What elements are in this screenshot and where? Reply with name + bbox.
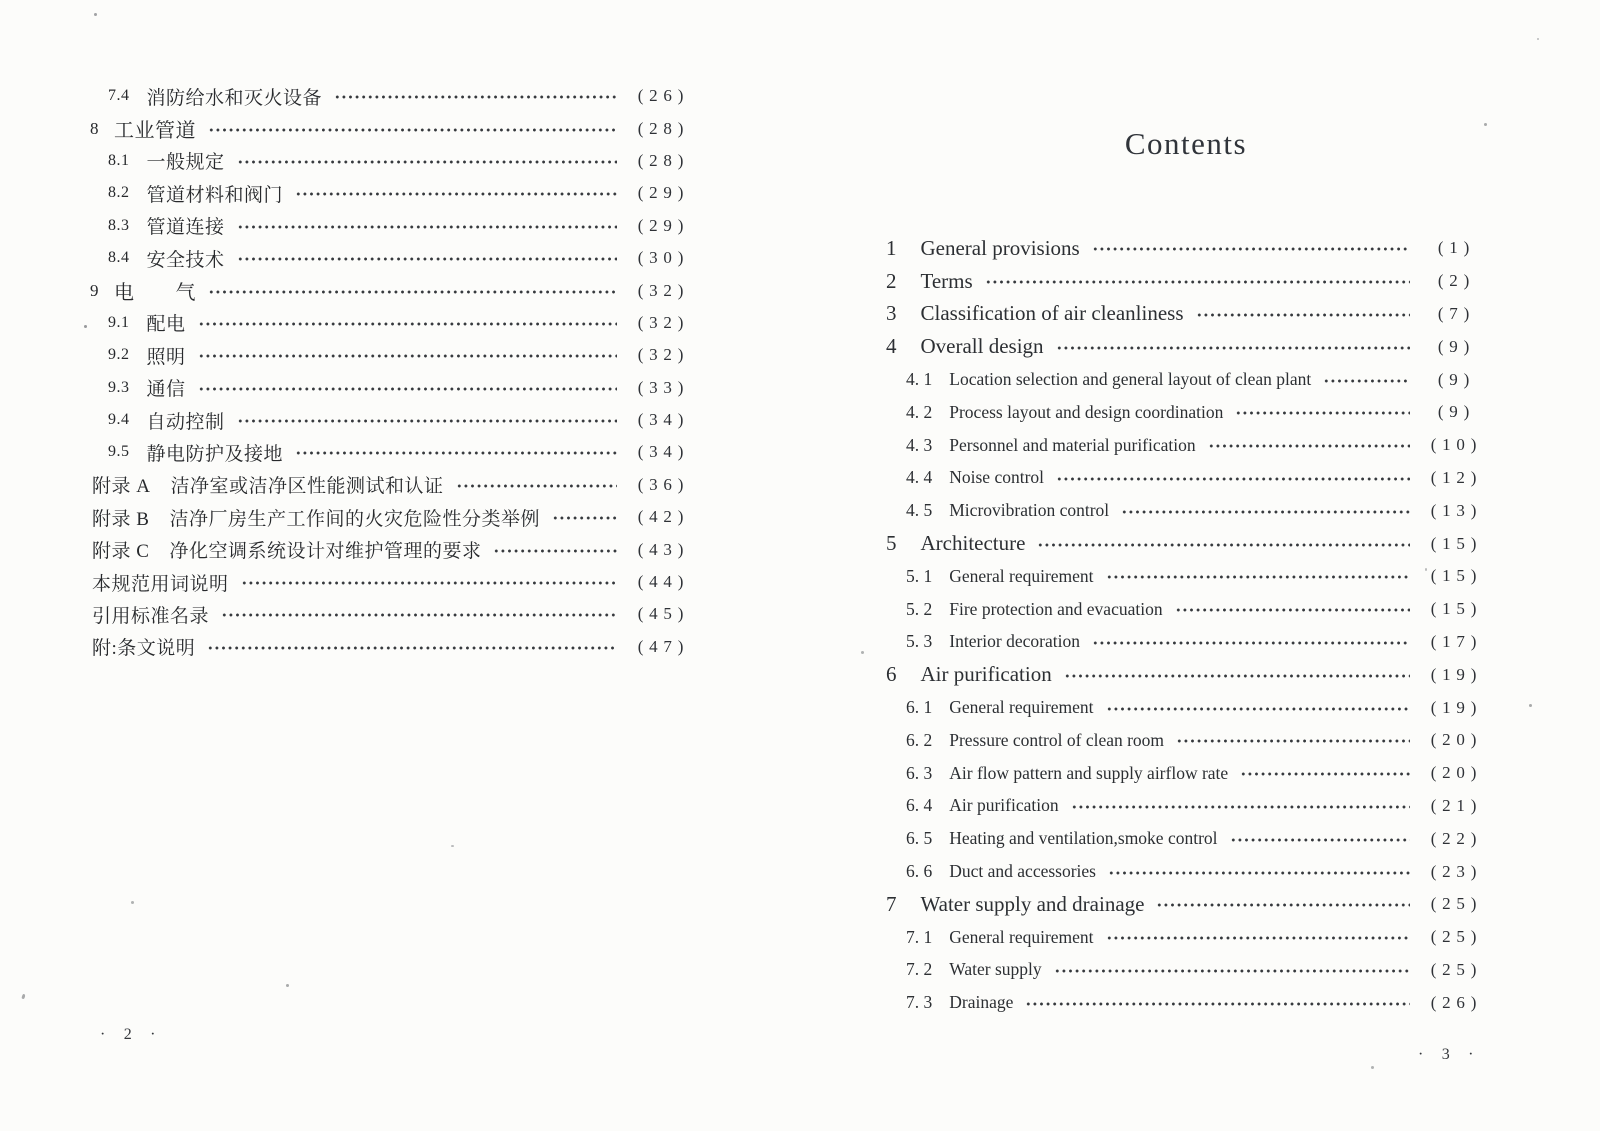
toc-entry-title: General requirement (949, 926, 1094, 947)
toc-entry-page-number: (32) (637, 280, 690, 300)
toc-entry-number: 7. 1 (906, 926, 933, 947)
toc-entry-page-number: (7) (1437, 303, 1476, 323)
toc-entry-title: General provisions (920, 235, 1080, 260)
toc-entry-number: 9 (90, 280, 99, 300)
scan-speck (286, 984, 289, 987)
toc-entry-title: Fire protection and evacuation (949, 598, 1163, 619)
left-toc-list (85, 80, 699, 663)
toc-entry (880, 921, 1492, 954)
toc-entry-page-number: (15) (1430, 566, 1483, 586)
dot-leader (207, 642, 617, 654)
scan-speck (861, 651, 864, 654)
toc-entry-number: 6. 2 (906, 729, 933, 750)
toc-entry-page-number: (9) (1437, 369, 1476, 389)
toc-entry-number: 8.4 (108, 249, 130, 267)
right-page-english-toc (880, 126, 1492, 1019)
toc-entry (880, 855, 1492, 888)
toc-entry-title: Air purification (949, 795, 1059, 816)
dot-leader (1092, 243, 1410, 255)
toc-entry-title: 配电 (146, 314, 186, 336)
dot-leader (208, 124, 617, 136)
dot-leader (295, 188, 617, 200)
right-toc-list (880, 232, 1492, 1019)
dot-leader (456, 480, 618, 492)
scan-speck (1371, 1066, 1374, 1069)
toc-entry (85, 307, 699, 339)
dot-leader (1156, 899, 1410, 911)
dot-leader (1071, 801, 1410, 813)
dot-leader (1175, 604, 1410, 616)
toc-entry-title: 照明 (146, 346, 186, 368)
toc-entry-title: 引用标准名录 (92, 605, 210, 627)
dot-leader (1064, 670, 1410, 682)
toc-entry-page-number: (17) (1430, 631, 1483, 651)
toc-entry-number: 5. 3 (906, 631, 933, 652)
toc-entry (85, 210, 699, 242)
toc-entry-page-number: (15) (1430, 599, 1483, 619)
toc-entry-number: 4 (886, 334, 897, 359)
toc-entry-page-number: (9) (1437, 336, 1476, 356)
dot-leader (295, 447, 617, 459)
toc-entry-number: 7. 2 (906, 959, 933, 980)
toc-entry-page-number: (33) (637, 377, 690, 397)
toc-entry-number: 4. 5 (906, 500, 933, 521)
dot-leader (1025, 998, 1410, 1010)
toc-entry-page-number: (25) (1430, 959, 1483, 979)
dot-leader (1235, 407, 1410, 419)
toc-entry (880, 363, 1492, 396)
toc-entry-page-number: (43) (637, 539, 690, 559)
toc-entry-number: 5. 2 (906, 598, 933, 619)
scan-speck (451, 845, 454, 847)
toc-entry (880, 888, 1492, 921)
toc-entry-number: 9.4 (108, 411, 130, 429)
toc-entry-title: 一般规定 (146, 152, 225, 174)
toc-entry-page-number: (30) (637, 248, 690, 268)
dot-leader (1196, 309, 1410, 321)
toc-entry-title: 工业管道 (114, 120, 196, 143)
toc-entry (85, 372, 699, 404)
toc-entry-title: Microvibration control (949, 500, 1110, 521)
toc-entry-number: 3 (886, 301, 897, 326)
toc-entry-title: Air purification (920, 662, 1052, 687)
toc-entry (880, 527, 1492, 560)
toc-entry (85, 436, 699, 468)
toc-entry-page-number: (25) (1430, 894, 1483, 914)
toc-entry-number: 4. 4 (906, 467, 933, 488)
toc-entry-title: 消防给水和灭火设备 (146, 87, 323, 109)
toc-entry-title: Heating and ventilation,smoke control (949, 828, 1218, 849)
dot-leader (334, 91, 617, 103)
toc-entry (85, 404, 699, 436)
scan-speck (131, 901, 134, 904)
toc-entry (880, 593, 1492, 626)
dot-leader (1208, 440, 1410, 452)
toc-entry-title: Overall design (920, 334, 1044, 359)
toc-entry-title: 安全技术 (146, 249, 225, 271)
dot-leader (552, 512, 617, 524)
toc-entry-page-number: (34) (637, 442, 690, 462)
toc-entry-title: 净化空调系统设计对维护管理的要求 (169, 541, 482, 563)
toc-entry-title: Duct and accessories (949, 861, 1096, 882)
toc-entry-page-number: (19) (1430, 664, 1483, 684)
toc-entry-title: Process layout and design coordination (949, 401, 1224, 422)
dot-leader (1106, 571, 1410, 583)
dot-leader (493, 545, 617, 557)
dot-leader (1230, 834, 1410, 846)
toc-entry-title: Water supply (949, 959, 1042, 980)
left-page-chinese-toc (85, 80, 699, 663)
toc-entry-page-number: (26) (1430, 992, 1483, 1012)
toc-entry (85, 274, 699, 306)
toc-entry-page-number: (29) (637, 183, 690, 203)
toc-entry-title: Architecture (920, 531, 1026, 556)
toc-entry (880, 757, 1492, 790)
toc-entry-number: 9.1 (108, 313, 130, 331)
dot-leader (1323, 375, 1410, 387)
dot-leader (1106, 703, 1410, 715)
toc-entry-title: General requirement (949, 697, 1094, 718)
toc-entry-title: 本规范用词说明 (92, 573, 229, 595)
scan-speck (84, 325, 87, 328)
toc-entry-page-number: (23) (1430, 861, 1483, 881)
toc-entry-page-number: (34) (637, 410, 690, 430)
toc-entry-number: 6. 1 (906, 697, 933, 718)
toc-entry (85, 339, 699, 371)
toc-entry (880, 330, 1492, 363)
dot-leader (237, 221, 617, 233)
dot-leader (1240, 768, 1410, 780)
toc-entry-page-number: (2) (1437, 271, 1476, 291)
toc-entry-number: 附录 A (92, 476, 151, 498)
toc-entry (85, 112, 699, 144)
toc-entry-page-number: (1) (1437, 238, 1476, 258)
toc-entry-number: 8.2 (108, 184, 130, 202)
toc-entry-page-number: (19) (1430, 697, 1483, 717)
toc-entry-number: 9.3 (108, 378, 130, 396)
toc-entry (85, 145, 699, 177)
scan-speck (1425, 568, 1427, 571)
toc-entry (880, 658, 1492, 691)
toc-entry-title: Water supply and drainage (920, 891, 1145, 916)
dot-leader (208, 286, 617, 298)
toc-entry (880, 429, 1492, 462)
toc-entry-number: 9.5 (108, 443, 130, 461)
toc-entry-number: 4. 2 (906, 401, 933, 422)
dot-leader (221, 609, 617, 621)
dot-leader (237, 156, 617, 168)
toc-entry-number: 6. 5 (906, 828, 933, 849)
toc-entry-title: 洁净室或洁净区性能测试和认证 (170, 476, 444, 498)
toc-entry-page-number: (20) (1430, 730, 1483, 750)
dot-leader (1106, 932, 1410, 944)
toc-entry (880, 790, 1492, 823)
toc-entry-number: 8 (90, 118, 99, 138)
dot-leader (1056, 342, 1410, 354)
toc-entry-number: 6. 6 (906, 861, 933, 882)
toc-entry (880, 724, 1492, 757)
toc-entry-number: 8.3 (108, 216, 130, 234)
dot-leader (1121, 506, 1410, 518)
toc-entry-number: 9.2 (108, 346, 130, 364)
left-folio-page-number: · 2 · (100, 1026, 163, 1043)
toc-entry-page-number: (20) (1430, 763, 1483, 783)
toc-entry-title: 洁净厂房生产工作间的火灾危险性分类举例 (169, 508, 540, 530)
toc-entry-page-number: (45) (637, 604, 690, 624)
toc-entry-page-number: (26) (637, 86, 690, 106)
toc-entry (880, 626, 1492, 659)
toc-entry-page-number: (22) (1430, 828, 1483, 848)
dot-leader (1054, 965, 1410, 977)
toc-entry-number: 2 (886, 268, 897, 293)
toc-entry-title: Pressure control of clean room (949, 729, 1165, 750)
toc-entry-title: Drainage (949, 992, 1014, 1013)
toc-entry (85, 177, 699, 209)
toc-entry-title: Interior decoration (949, 631, 1080, 652)
scan-speck (1537, 38, 1539, 40)
toc-entry-page-number: (10) (1430, 435, 1483, 455)
toc-entry (880, 298, 1492, 331)
toc-entry-title: 电 气 (114, 282, 196, 305)
toc-entry-page-number: (25) (1430, 927, 1483, 947)
toc-entry (85, 501, 699, 533)
toc-entry (85, 566, 699, 598)
toc-entry (85, 598, 699, 630)
toc-entry-title: 管道材料和阀门 (146, 184, 284, 206)
dot-leader (198, 350, 617, 362)
toc-entry-page-number: (28) (637, 150, 690, 170)
dot-leader (1176, 735, 1410, 747)
toc-entry (880, 560, 1492, 593)
toc-entry-page-number: (28) (637, 118, 690, 138)
toc-entry-page-number: (9) (1437, 402, 1476, 422)
dot-leader (1037, 539, 1410, 551)
toc-entry-page-number: (32) (637, 345, 690, 365)
toc-entry (880, 265, 1492, 298)
toc-entry (85, 533, 699, 565)
toc-entry-number: 1 (886, 235, 897, 260)
toc-entry-title: 附:条文说明 (92, 638, 196, 660)
toc-entry (85, 242, 699, 274)
toc-entry (85, 631, 699, 663)
toc-entry-page-number: (32) (637, 312, 690, 332)
right-folio-page-number: · 3 · (1418, 1046, 1481, 1063)
scan-speck (94, 13, 97, 16)
scan-speck (1484, 123, 1487, 126)
toc-entry-page-number: (44) (637, 572, 690, 592)
toc-entry-title: 自动控制 (146, 411, 225, 433)
toc-entry (880, 691, 1492, 724)
dot-leader (237, 415, 617, 427)
toc-entry-number: 8.1 (108, 151, 130, 169)
toc-entry (880, 462, 1492, 495)
dot-leader (1056, 473, 1410, 485)
toc-entry-title: Classification of air cleanliness (920, 301, 1184, 326)
toc-entry-page-number: (29) (637, 215, 690, 235)
toc-entry (85, 80, 699, 112)
dot-leader (1108, 867, 1410, 879)
toc-entry (880, 494, 1492, 527)
toc-entry-number: 7 (886, 891, 897, 916)
toc-entry-page-number: (21) (1430, 795, 1483, 815)
dot-leader (985, 276, 1410, 288)
dot-leader (1092, 637, 1410, 649)
toc-entry (880, 822, 1492, 855)
toc-entry-number: 4. 3 (906, 434, 933, 455)
toc-entry-page-number: (13) (1430, 500, 1483, 520)
toc-entry-page-number: (47) (637, 636, 690, 656)
toc-entry (85, 469, 699, 501)
toc-entry-number: 5 (886, 531, 897, 556)
toc-entry-page-number: (12) (1430, 467, 1483, 487)
toc-entry-number: 4. 1 (906, 369, 933, 390)
toc-entry-title: Terms (920, 268, 973, 293)
dot-leader (237, 253, 617, 265)
toc-entry (880, 954, 1492, 987)
toc-entry-number: 7. 3 (906, 992, 933, 1013)
dot-leader (198, 318, 617, 330)
toc-entry-page-number: (42) (637, 507, 690, 527)
toc-entry (880, 396, 1492, 429)
scan-speck (1529, 704, 1532, 707)
toc-entry-number: 5. 1 (906, 565, 933, 586)
toc-entry-number: 附录 B (92, 508, 150, 530)
toc-entry-page-number: (36) (637, 474, 690, 494)
toc-entry-number: 6. 4 (906, 795, 933, 816)
toc-entry-title: Personnel and material purification (949, 434, 1196, 455)
toc-entry-title: Noise control (949, 467, 1045, 488)
toc-entry-title: General requirement (949, 565, 1094, 586)
toc-entry-number: 7.4 (108, 87, 130, 105)
dot-leader (198, 383, 617, 395)
toc-entry-title: Air flow pattern and supply airflow rate (949, 762, 1229, 783)
toc-entry (880, 986, 1492, 1019)
toc-entry-number: 6. 3 (906, 762, 933, 783)
toc-entry-title: 静电防护及接地 (146, 443, 284, 465)
toc-entry-number: 附录 C (92, 541, 150, 563)
contents-title: Contents (1124, 126, 1248, 161)
toc-entry-title: 管道连接 (146, 217, 225, 239)
toc-entry-title: 通信 (146, 379, 186, 401)
toc-entry (880, 232, 1492, 265)
toc-entry-number: 6 (886, 662, 897, 687)
scan-speck (21, 994, 26, 1000)
toc-entry-title: Location selection and general layout of clean plant (949, 369, 1312, 390)
dot-leader (241, 577, 617, 589)
toc-entry-page-number: (15) (1430, 533, 1483, 553)
